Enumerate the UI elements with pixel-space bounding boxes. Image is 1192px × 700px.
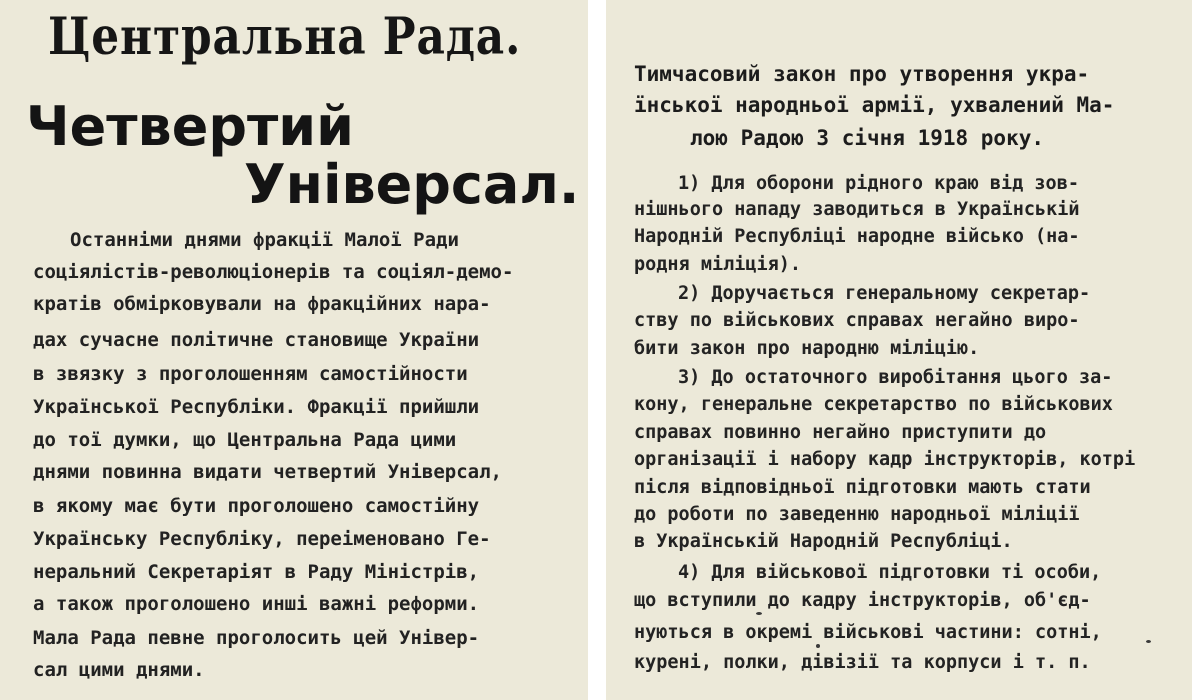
paragraph-line: дах сучасне політичне становище України [33, 329, 480, 351]
paragraph-line: днями повинна видати четвертий Універсал, [33, 461, 502, 483]
law-text-line: курені, полки, дівізії та корпуси і т. п. [634, 652, 1091, 673]
law-title-line: Тимчасовий закон про утворення укра- [634, 62, 1090, 86]
law-text-line: кону, генеральне секретарство по військових [634, 394, 1113, 415]
law-text-line: бити закон про народню міліцію. [634, 338, 980, 359]
law-text-line: нішнього нападу заводиться в Українській [634, 199, 1080, 220]
newspaper-heading: Центральна Рада. [48, 7, 522, 67]
ink-smudge [1146, 640, 1151, 643]
law-text-line: 2) Доручається генеральному секретар- [678, 283, 1091, 304]
column-divider [588, 0, 606, 700]
right-clipping [606, 0, 1192, 700]
paragraph-line: а також проголошено инші важні реформи. [33, 593, 480, 615]
law-text-line: в Українській Народній Республіці. [634, 531, 1013, 552]
paragraph-line: кратів обмірковували на фракційних нара- [33, 293, 491, 315]
law-text-line: 1) Для оборони рідного краю від зов- [678, 173, 1079, 194]
paragraph-line: до тої думки, що Центральна Рада цими [33, 429, 457, 451]
paragraph-line: Українську Республіку, переіменовано Ге- [33, 528, 491, 550]
universal-title-line-2: Універсал. [244, 153, 580, 216]
paragraph-line: Останніми днями фракції Малої Ради [70, 229, 459, 251]
law-text-line: що вступили до кадру інструкторів, об'єд- [634, 590, 1091, 611]
paragraph-line: неральний Секретаріят в Раду Міністрів, [33, 561, 480, 583]
law-text-line: організації і набору кадр інструкторів, котрі [634, 449, 1136, 470]
paragraph-line: Мала Рада певне проголосить цей Універ- [33, 627, 480, 649]
law-text-line: родня міліція). [634, 254, 802, 275]
left-clipping [0, 0, 588, 700]
law-text-line: справах повинно негайно приступити до [634, 422, 1047, 443]
law-text-line: ству по військових справах негайно виро- [634, 310, 1080, 331]
law-text-line: до роботи по заведенню народньої міліції [634, 504, 1080, 525]
paragraph-line: в звязку з проголошенням самостійности [33, 363, 468, 385]
paragraph-line: Української Республіки. Фракції прийшли [33, 396, 480, 418]
paragraph-line: сал цими днями. [33, 659, 205, 681]
ink-smudge [756, 612, 762, 615]
law-text-line: нуються в окремі військові частини: сотні, [634, 622, 1102, 643]
law-text-line: 4) Для військової підготовки ті особи, [678, 562, 1102, 583]
ink-smudge [816, 644, 820, 648]
law-text-line: 3) До остаточного виробітання цього за- [678, 367, 1113, 388]
law-title-line: лою Радою 3 січня 1918 року. [690, 126, 1045, 150]
law-text-line: після відповідньої підготовки мають стати [634, 477, 1091, 498]
law-text-line: Народній Республіці народне військо (на- [634, 226, 1080, 247]
law-title-line: їнської народньої армії, ухвалений Ма- [634, 93, 1115, 117]
universal-title-line-1: Четвертий [26, 95, 354, 158]
paragraph-line: в якому має бути проголошено самостійну [33, 495, 480, 517]
paragraph-line: соціялістів-революціонерів та соціял-демо- [33, 261, 514, 283]
